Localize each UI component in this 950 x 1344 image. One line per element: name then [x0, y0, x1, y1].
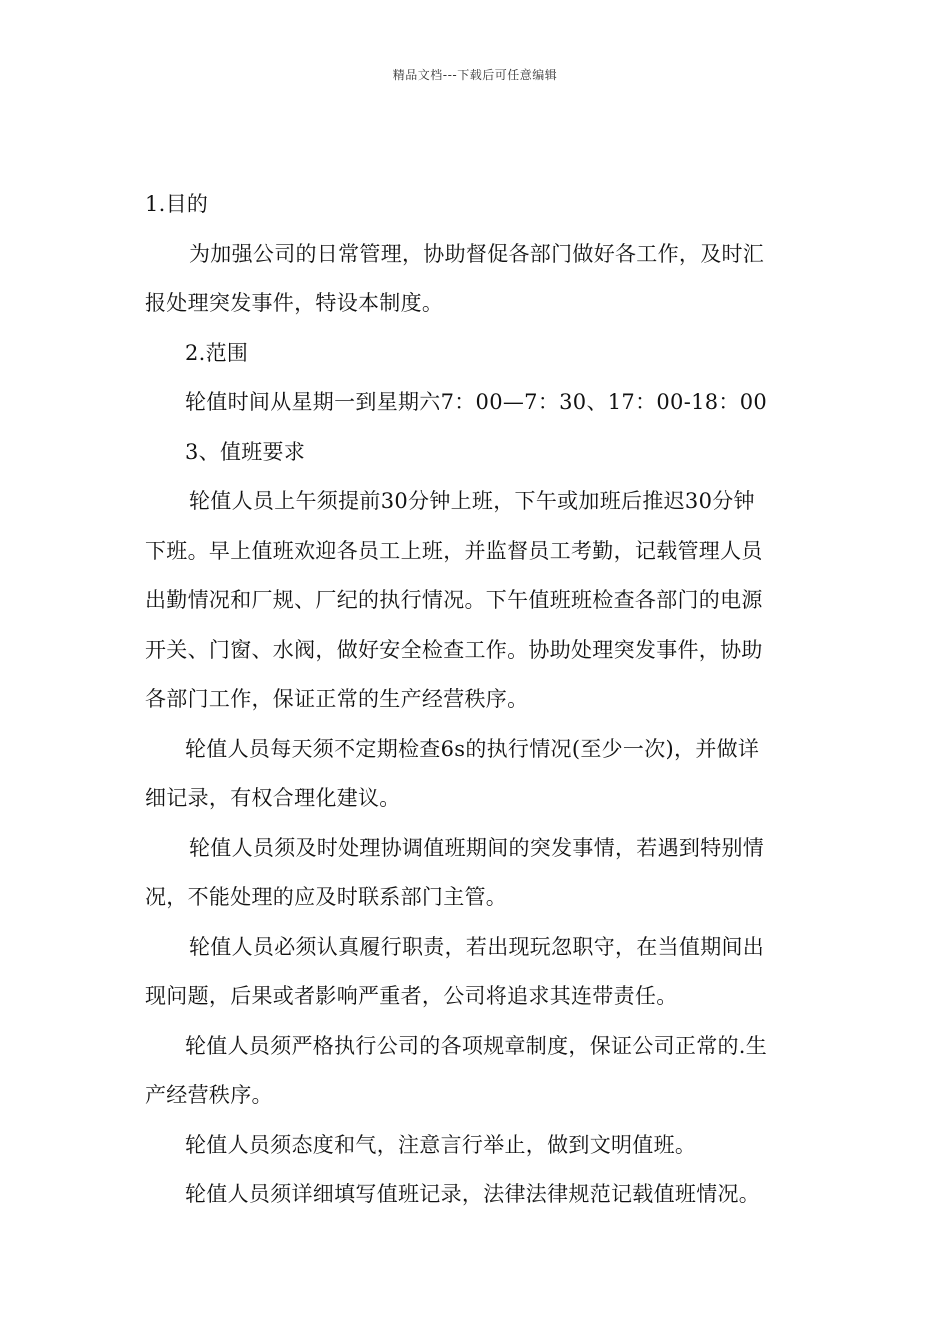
paragraph-line: 开关、门窗、水阀，做好安全检查工作。协助处理突发事件，协助: [145, 637, 763, 662]
document-body: [145, 180, 810, 1220]
section-heading-duty-requirements: 3、值班要求: [185, 439, 306, 464]
paragraph-line: 轮值人员须详细填写值班记录，法律法律规范记载值班情况。: [185, 1182, 761, 1206]
paragraph-line: 报处理突发事件，特设本制度。: [145, 291, 444, 315]
section-heading-scope: 2.范围: [185, 340, 249, 365]
paragraph-line: 细记录，有权合理化建议。: [145, 786, 401, 810]
paragraph-line: 轮值人员须严格执行公司的各项规章制度，保证公司正常的.生: [185, 1033, 768, 1058]
paragraph-line: 轮值人员须及时处理协调值班期间的突发事情，若遇到特别情: [189, 835, 765, 860]
paragraph-line: 各部门工作，保证正常的生产经营秩序。: [145, 687, 529, 711]
paragraph-line: 轮值人员上午须提前30分钟上班，下午或加班后推迟30分钟: [189, 489, 755, 513]
paragraph-line: 出勤情况和厂规、厂纪的执行情况。下午值班班检查各部门的电源: [145, 588, 763, 612]
page-header: 精品文档---下载后可任意编辑: [392, 68, 558, 82]
paragraph-line: 况，不能处理的应及时联系部门主管。: [145, 885, 508, 909]
section-heading-purpose: 1.目的: [145, 192, 209, 216]
paragraph-line: 轮值时间从星期一到星期六7：00—7：30、17：00-18：00: [185, 390, 768, 414]
paragraph-line: 轮值人员须态度和气，注意言行举止，做到文明值班。: [185, 1132, 697, 1157]
paragraph-line: 为加强公司的日常管理，协助督促各部门做好各工作，及时汇: [189, 241, 765, 266]
paragraph-line: 下班。早上值班欢迎各员工上班，并监督员工考勤，记载管理人员: [145, 538, 763, 563]
paragraph-line: 轮值人员必须认真履行职责，若出现玩忽职守，在当值期间出: [189, 934, 765, 959]
paragraph-line: 轮值人员每天须不定期检查6s的执行情况(至少一次)，并做详: [185, 736, 760, 761]
paragraph-line: 产经营秩序。: [145, 1083, 273, 1107]
paragraph-line: 现问题，后果或者影响严重者，公司将追求其连带责任。: [145, 984, 678, 1008]
